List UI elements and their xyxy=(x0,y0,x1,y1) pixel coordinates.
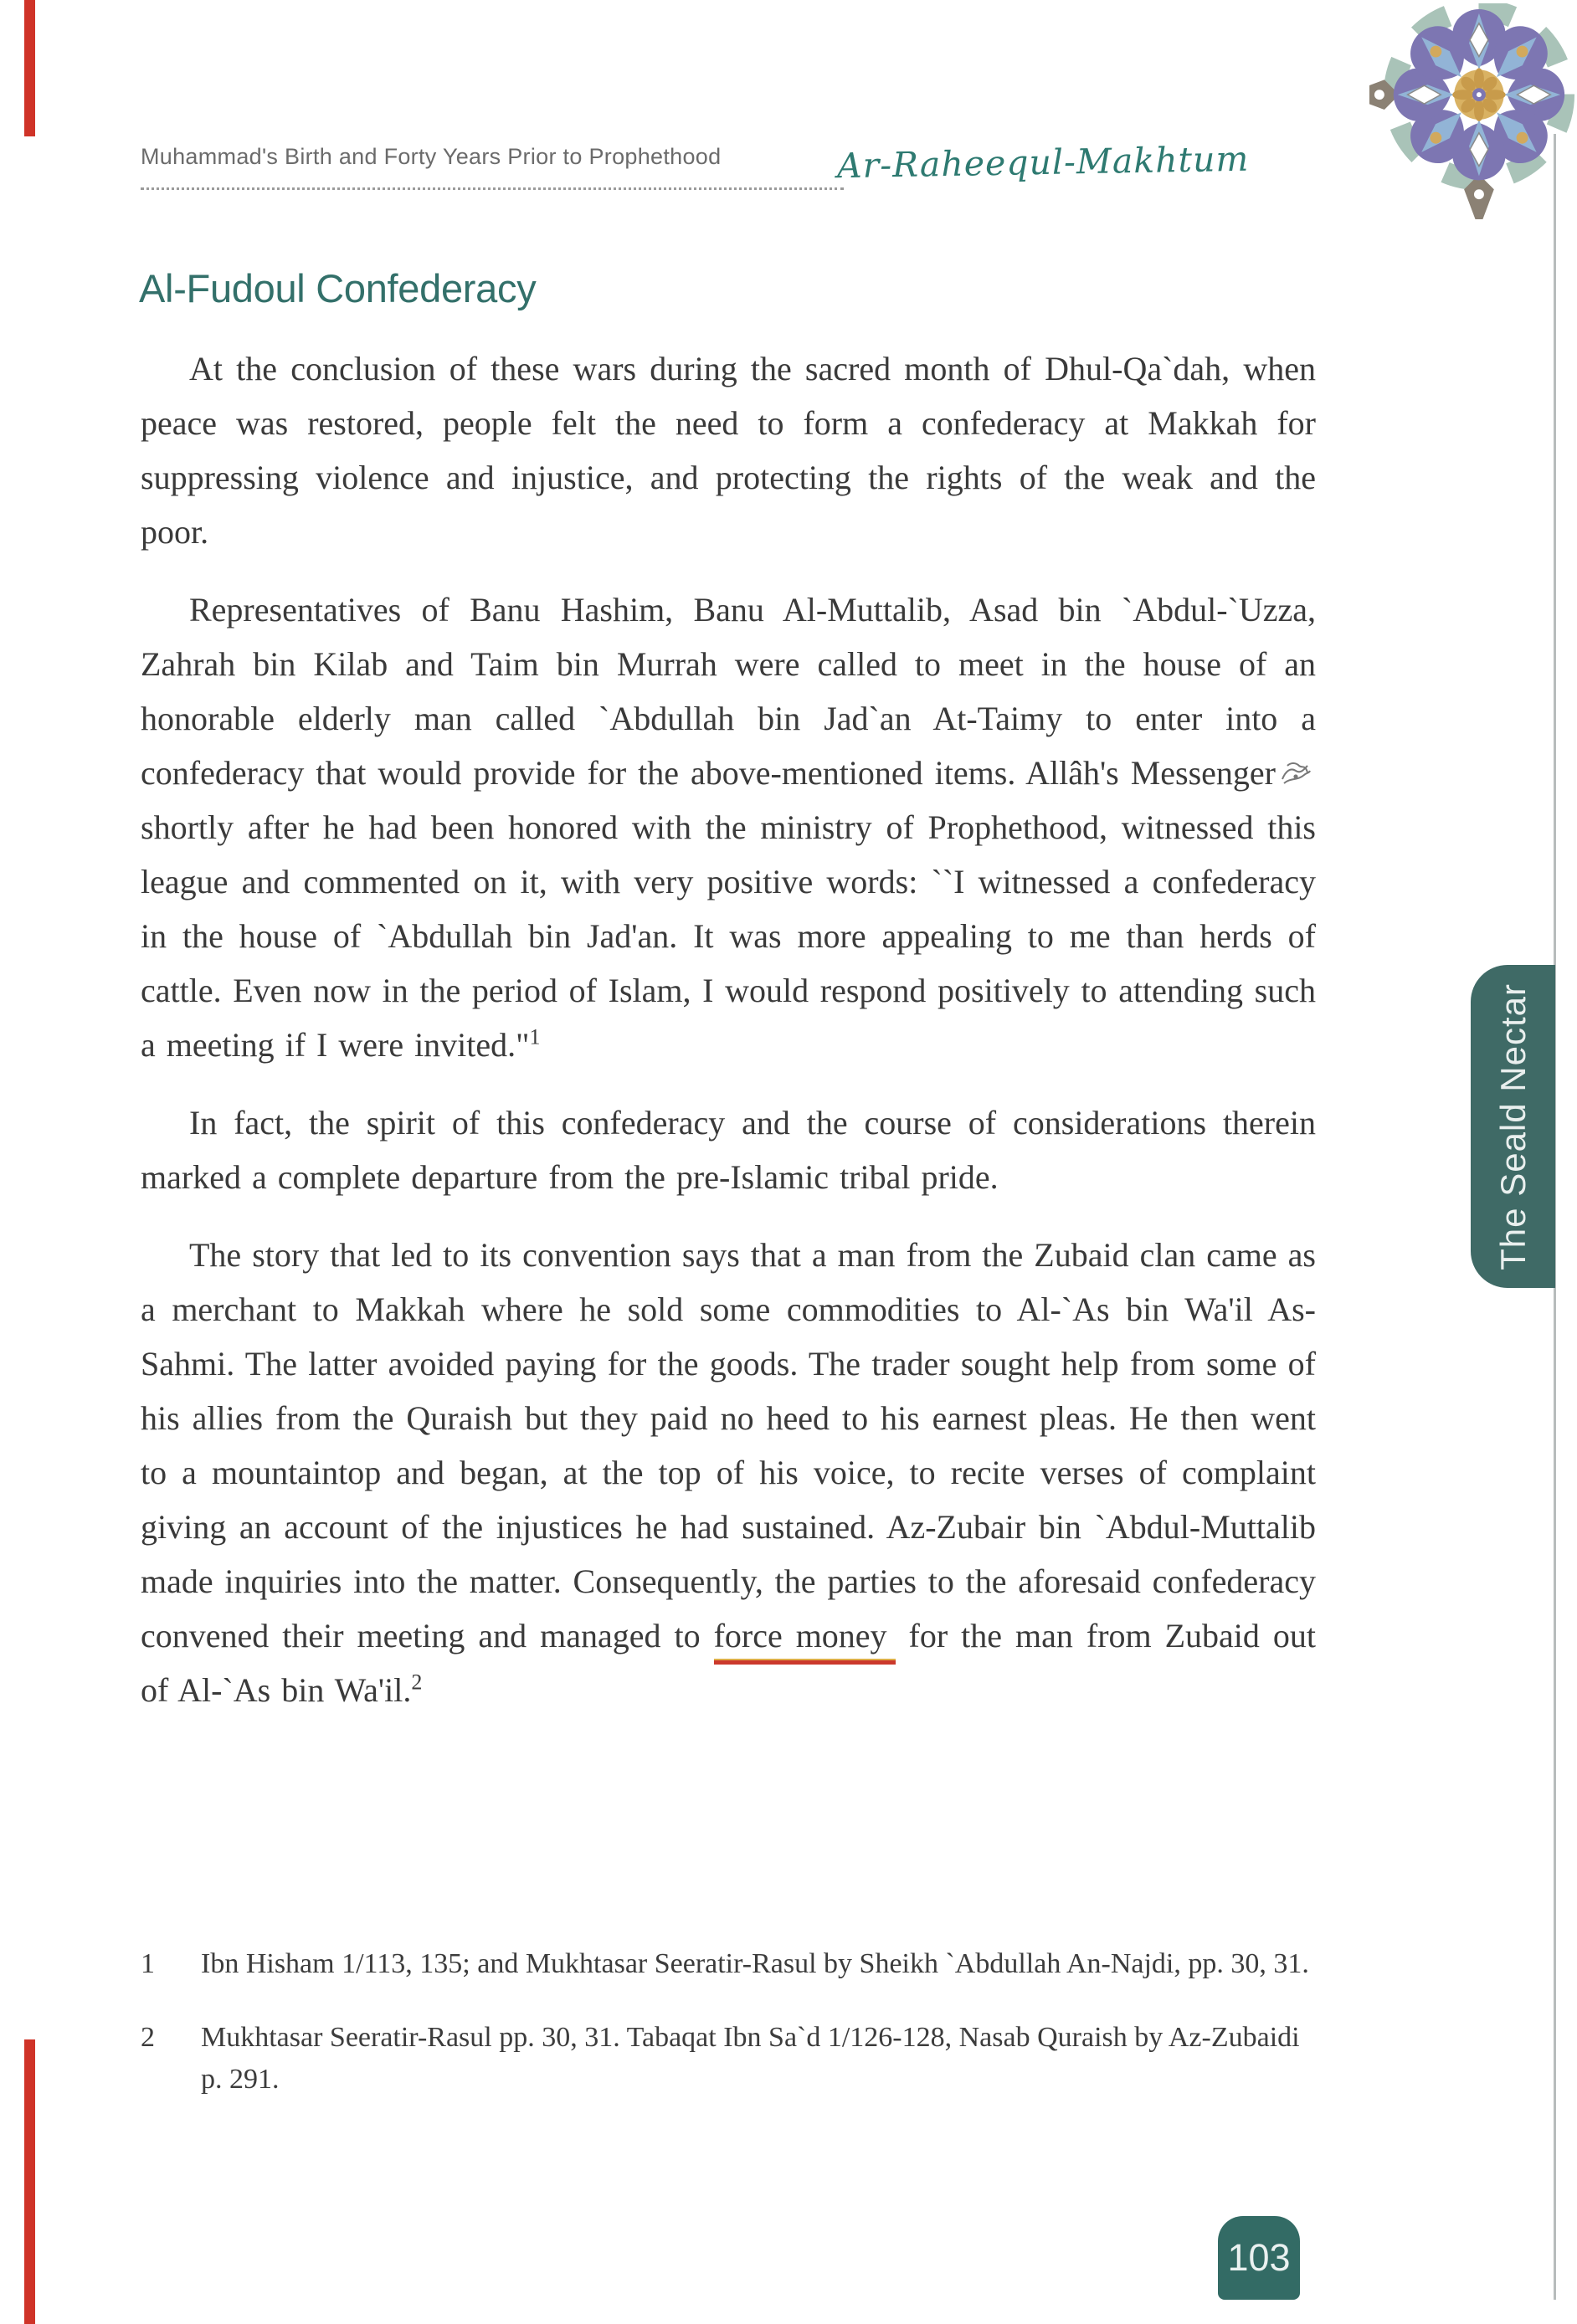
footnote-text: Mukhtasar Seeratir-Rasul pp. 30, 31. Tabaqat Ibn Sa`d 1/126-128, Nasab Quraish by Az-Zubaidi p. 291. xyxy=(201,2022,1300,2095)
footnote-ref-2: 2 xyxy=(411,1670,423,1695)
islamic-ornament-icon xyxy=(1369,3,1577,219)
footnote-number: 2 xyxy=(141,2022,155,2053)
dotted-rule xyxy=(141,187,844,190)
book-title-script: Ar-Raheequl-Makhtum xyxy=(836,138,1250,187)
section-title: Al-Fudoul Confederacy xyxy=(139,266,537,311)
paragraph-2: Representatives of Banu Hashim, Banu Al-Muttalib, Asad bin `Abdul-`Uzza, Zahrah bin Kilab and Taim bin Murrah were called to meet in the house of an honorable elderly man called `Abdullah bin Jad`an At-Taimy to enter into a confederacy that would provide for the above-mentioned items. Allâh's Messengershortly after he had been honored with the ministry of Prophethood, witnessed this league and commented on it, with very positive words: ``I witnessed a confederacy in the house of `Abdullah bin Jad'an. It was more appealing to me than herds of cattle. Even now in the period of Islam, I would respond positively to attending such a meeting if I were invited."$^1$ xyxy=(141,591,1316,1064)
page-number-badge: 103 xyxy=(1218,2216,1300,2300)
footnote-ref-1: 1 xyxy=(529,1024,541,1049)
running-header: Muhammad's Birth and Forty Years Prior to Prophethood xyxy=(141,144,722,169)
paragraph-3: In fact, the spirit of this confederacy and the course of considerations therein marked a complete departure from the pre-Islamic tribal pride. xyxy=(141,1104,1316,1196)
chapter-side-tab xyxy=(1471,965,1555,1288)
footnote-2 xyxy=(141,2017,1316,2101)
red-page-edge-bottom xyxy=(24,2039,35,2324)
chapter-side-tab-label: The Seald Nectar xyxy=(1492,982,1533,1270)
red-underline-annotation: force money xyxy=(714,1617,896,1665)
footnote-1 xyxy=(141,1943,1316,1985)
body-text xyxy=(141,341,1316,1717)
red-page-edge-top xyxy=(24,0,35,136)
footnote-number: 1 xyxy=(141,1948,155,1979)
saw-calligraphy-icon xyxy=(1279,759,1312,787)
paragraph-4: The story that led to its convention says that a man from the Zubaid clan came as a merchant to Makkah where he sold some commodities to Al-`As bin Wa'il As-Sahmi. The latter avoided paying for the goods. The trader sought help from some of his allies from the Quraish but they paid no heed to his earnest pleas. He then went to a mountaintop and began, at the top of his voice, to recite verses of complaint giving an account of the injustices he had sustained. Az-Zubair bin `Abdul-Muttalib made inquiries into the matter. Consequently, the parties to the aforesaid confederacy convened their meeting and managed to force money for the man from Zubaid out of Al-`As bin Wa'il.$^2$ xyxy=(141,1236,1317,1709)
footnote-text: Ibn Hisham 1/113, 135; and Mukhtasar Seeratir-Rasul by Sheikh `Abdullah An-Najdi, pp. 30, 31. xyxy=(201,1948,1309,1979)
paragraph-1: At the conclusion of these wars during the sacred month of Dhul-Qa`dah, when peace was restored, people felt the need to form a confederacy at Makkah for suppressing violence and injustice, and protecting the rights of the weak and the poor. xyxy=(141,350,1316,551)
footnotes xyxy=(141,1943,1316,2132)
